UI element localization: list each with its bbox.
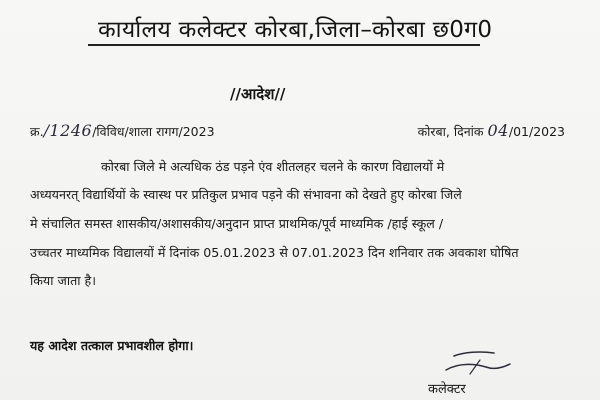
body-line-5: किया जाता है। [30, 273, 97, 288]
effective-note: यह आदेश तत्काल प्रभावशील होगा। [30, 338, 194, 353]
header-underline [88, 44, 480, 46]
body-line-3: मे संचालित समस्त शासकीय/अशासकीय/अनुदान प्राप्त प्राथमिक/पूर्व माध्यमिक /हाई स्कूल / [30, 216, 444, 231]
date-day-handwritten: 04 [487, 121, 509, 140]
reference-number-handwritten: /1246 [43, 121, 93, 140]
date-suffix: /01/2023 [508, 124, 565, 139]
reference-row [30, 121, 565, 141]
reference-suffix: /विविध/शाला रागग/2023 [92, 124, 215, 139]
office-header: कार्यालय कलेक्टर कोरबा,जिला–कोरबा छ0ग0 [98, 17, 493, 43]
body-line-4: उच्चतर माध्यमिक विद्यालयों में दिनांक 05.01.2023 से 07.01.2023 दिन शनिवार तक अवकाश घोषित [30, 245, 519, 260]
signatory-designation: कलेक्टर [428, 382, 466, 397]
reference-number [30, 121, 215, 140]
reference-prefix: क्र. [30, 124, 44, 139]
body-line-2: अध्ययनरत् विद्यार्थियों के स्वास्थ पर प्रतिकुल प्रभाव पड़ने की संभावना को देखते हुए कोरबा जिले [30, 187, 462, 202]
place-date-prefix: कोरबा, दिनांक [417, 124, 484, 139]
order-title: //आदेश// [230, 85, 286, 103]
body-line-1: कोरबा जिले मे अत्यधिक ठंड पड़ने एंव शीतलहर चलने के कारण विद्यालयों मे [101, 159, 445, 174]
signature-mark [440, 346, 520, 380]
place-date [418, 121, 565, 140]
